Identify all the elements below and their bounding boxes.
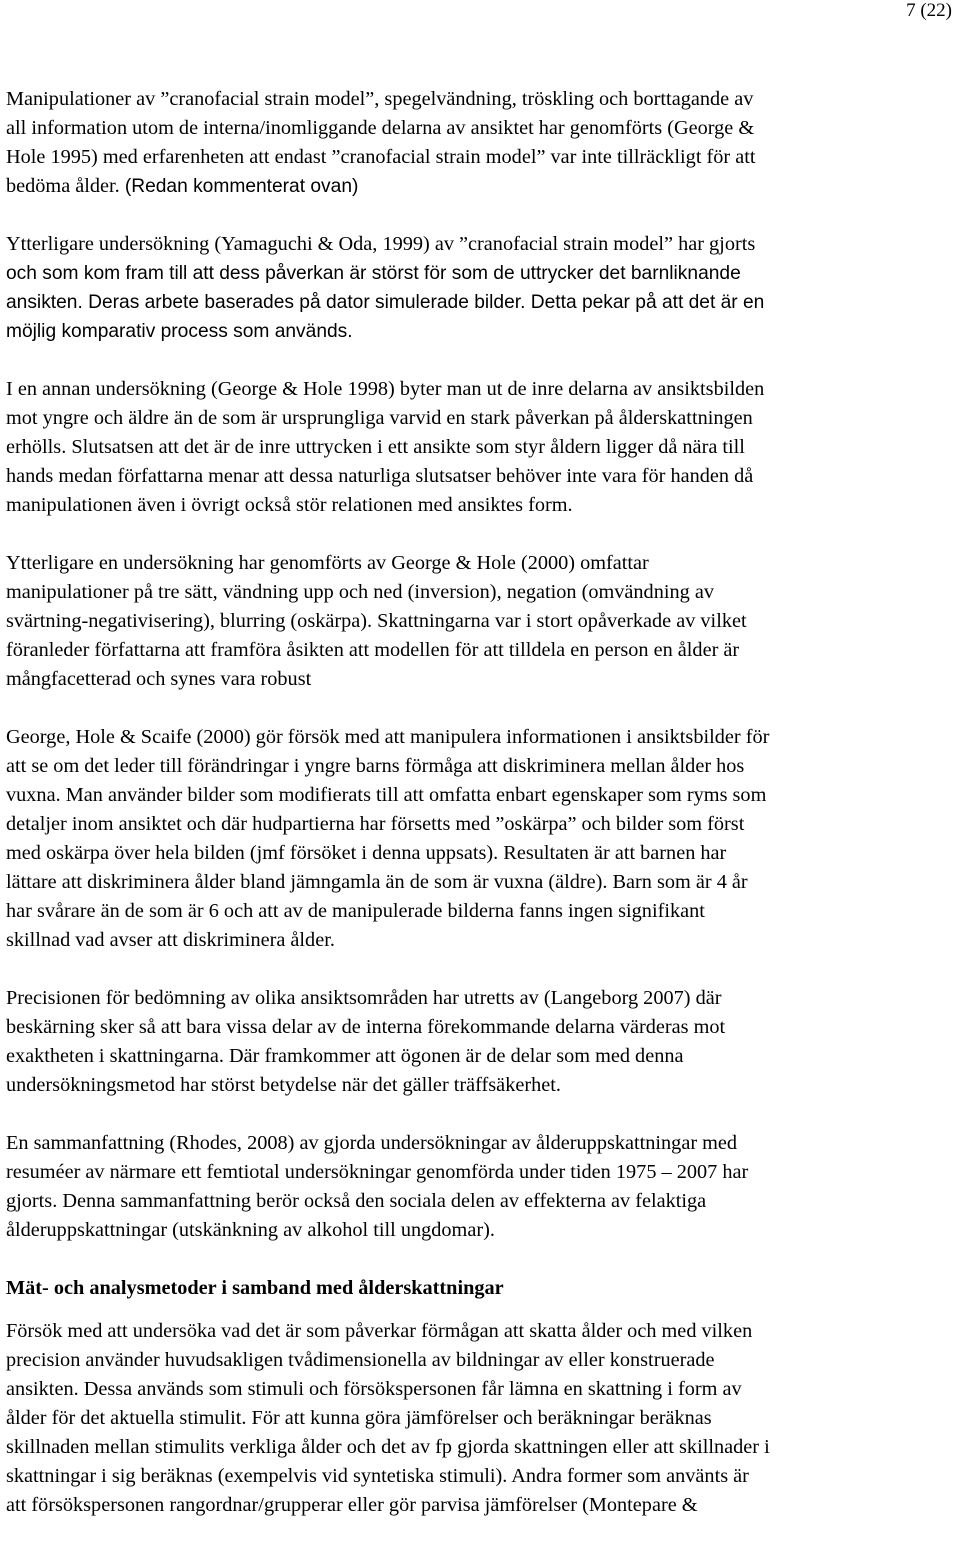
text-line: precision använder huvudsakligen tvådimensionella av bildningar av eller konstruerade bbox=[6, 1349, 715, 1371]
text-line: undersökningsmetod har störst betydelse när det gäller träffsäkerhet. bbox=[6, 1074, 561, 1096]
text-line: manipulationen även i övrigt också stör relationen med ansiktes form. bbox=[6, 494, 573, 516]
text-line: Ytterligare undersökning (Yamaguchi & Oda, 1999) av ”cranofacial strain model” har gjorts bbox=[6, 233, 756, 255]
text-line: resuméer av närmare ett femtiotal undersökningar genomförda under tiden 1975 – 2007 har bbox=[6, 1161, 749, 1183]
text-line: beskärning sker så att bara vissa delar av de interna förekommande delarna värderas mot bbox=[6, 1016, 726, 1038]
paragraph-5 bbox=[6, 723, 958, 955]
text-line: manipulationer på tre sätt, vändning upp och ned (inversion), negation (omvändning av bbox=[6, 581, 714, 603]
text-line: ansikten. Deras arbete baserades på dator simulerade bilder. Detta pekar på att det är en bbox=[6, 292, 765, 313]
text-line: ålder för det aktuella stimulit. För att kunna göra jämförelser och beräkningar beräknas bbox=[6, 1407, 712, 1429]
text-line: gjorts. Denna sammanfattning berör också den sociala delen av effekterna av felaktiga bbox=[6, 1190, 707, 1212]
text-line: erhölls. Slutsatsen att det är de inre uttrycken i ett ansikte som styr åldern ligger då nära till bbox=[6, 436, 745, 458]
text-line: mot yngre och äldre än de som är ursprungliga varvid en stark påverkan på ålderskattningen bbox=[6, 407, 753, 429]
section-heading: Mät- och analysmetoder i samband med ålderskattningar bbox=[6, 1277, 504, 1299]
text-line: ålderuppskattningar (utskänkning av alkohol till ungdomar). bbox=[6, 1219, 495, 1241]
text-line: skattningar i sig beräknas (exempelvis vid syntetiska stimuli). Andra former som använts är bbox=[6, 1465, 749, 1487]
text-line: vuxna. Man använder bilder som modifierats till att omfatta enbart egenskaper som ryms som bbox=[6, 784, 767, 806]
text-line: Hole 1995) med erfarenheten att endast ”cranofacial strain model” var inte tillräckligt för att bbox=[6, 146, 756, 168]
text-line: möjlig komparativ process som används. bbox=[6, 321, 353, 342]
text-line: har svårare än de som är 6 och att av de manipulerade bilderna fanns ingen signifikant bbox=[6, 900, 705, 922]
paragraph-1 bbox=[6, 85, 958, 201]
paragraph-2 bbox=[6, 230, 958, 346]
editor-comment: (Redan kommenterat ovan) bbox=[124, 176, 359, 197]
document-body bbox=[6, 85, 958, 1549]
text-line: med oskärpa över hela bilden (jmf försöket i denna uppsats). Resultaten är att barnen har bbox=[6, 842, 727, 864]
text-line: och som kom fram till att dess påverkan är störst för som de uttrycker det barnliknande bbox=[6, 263, 741, 284]
text-line: skillnad vad avser att diskriminera ålder. bbox=[6, 929, 335, 951]
text-line: lättare att diskriminera ålder bland jämngamla än de som är vuxna (äldre). Barn som är 4 år bbox=[6, 871, 748, 893]
text-line: föranleder författarna att framföra åsikten att modellen för att tilldela en person en ålder är bbox=[6, 639, 740, 661]
text-line: mångfacetterad och synes vara robust bbox=[6, 668, 312, 690]
text-line: exaktheten i skattningarna. Där framkommer att ögonen är de delar som med denna bbox=[6, 1045, 684, 1067]
text-line bbox=[6, 172, 958, 201]
paragraph-6 bbox=[6, 984, 958, 1100]
section-paragraph bbox=[6, 1317, 958, 1520]
text-line: Försök med att undersöka vad det är som påverkar förmågan att skatta ålder och med vilken bbox=[6, 1320, 753, 1342]
text-line: ansikten. Dessa används som stimuli och försökspersonen får lämna en skattning i form av bbox=[6, 1378, 742, 1400]
text-line: I en annan undersökning (George & Hole 1998) byter man ut de inre delarna av ansiktsbilden bbox=[6, 378, 765, 400]
text-line: att se om det leder till förändringar i yngre barns förmåga att diskriminera mellan ålder hos bbox=[6, 755, 745, 777]
text-line: att försökspersonen rangordnar/grupperar eller gör parvisa jämförelser (Montepare & bbox=[6, 1494, 698, 1516]
page-number: 7 (22) bbox=[906, 0, 952, 21]
text-line: detaljer inom ansiktet och där hudpartierna har försetts med ”oskärpa” och bilder som först bbox=[6, 813, 745, 835]
text-line: George, Hole & Scaife (2000) gör försök med att manipulera informationen i ansiktsbilder för bbox=[6, 726, 770, 748]
text-line: hands medan författarna menar att dessa naturliga slutsatser behöver inte vara för handen då bbox=[6, 465, 754, 487]
text-line: En sammanfattning (Rhodes, 2008) av gjorda undersökningar av ålderuppskattningar med bbox=[6, 1132, 738, 1154]
text-line: Ytterligare en undersökning har genomförts av George & Hole (2000) omfattar bbox=[6, 552, 649, 574]
text-line: Manipulationer av ”cranofacial strain model”, spegelvändning, tröskling och borttagande av bbox=[6, 88, 754, 110]
text-line: svärtning-negativisering), blurring (oskärpa). Skattningarna var i stort opåverkade av vilket bbox=[6, 610, 747, 632]
text-fragment: bedöma ålder. bbox=[6, 175, 125, 197]
paragraph-4 bbox=[6, 549, 958, 694]
text-line: all information utom de interna/inomliggande delarna av ansiktet har genomförts (George & bbox=[6, 117, 755, 139]
paragraph-3 bbox=[6, 375, 958, 520]
text-line: Precisionen för bedömning av olika ansiktsområden har utretts av (Langeborg 2007) där bbox=[6, 987, 722, 1009]
text-line: skillnaden mellan stimulits verkliga ålder och det av fp gjorda skattningen eller att skillnader i bbox=[6, 1436, 770, 1458]
paragraph-7 bbox=[6, 1129, 958, 1245]
